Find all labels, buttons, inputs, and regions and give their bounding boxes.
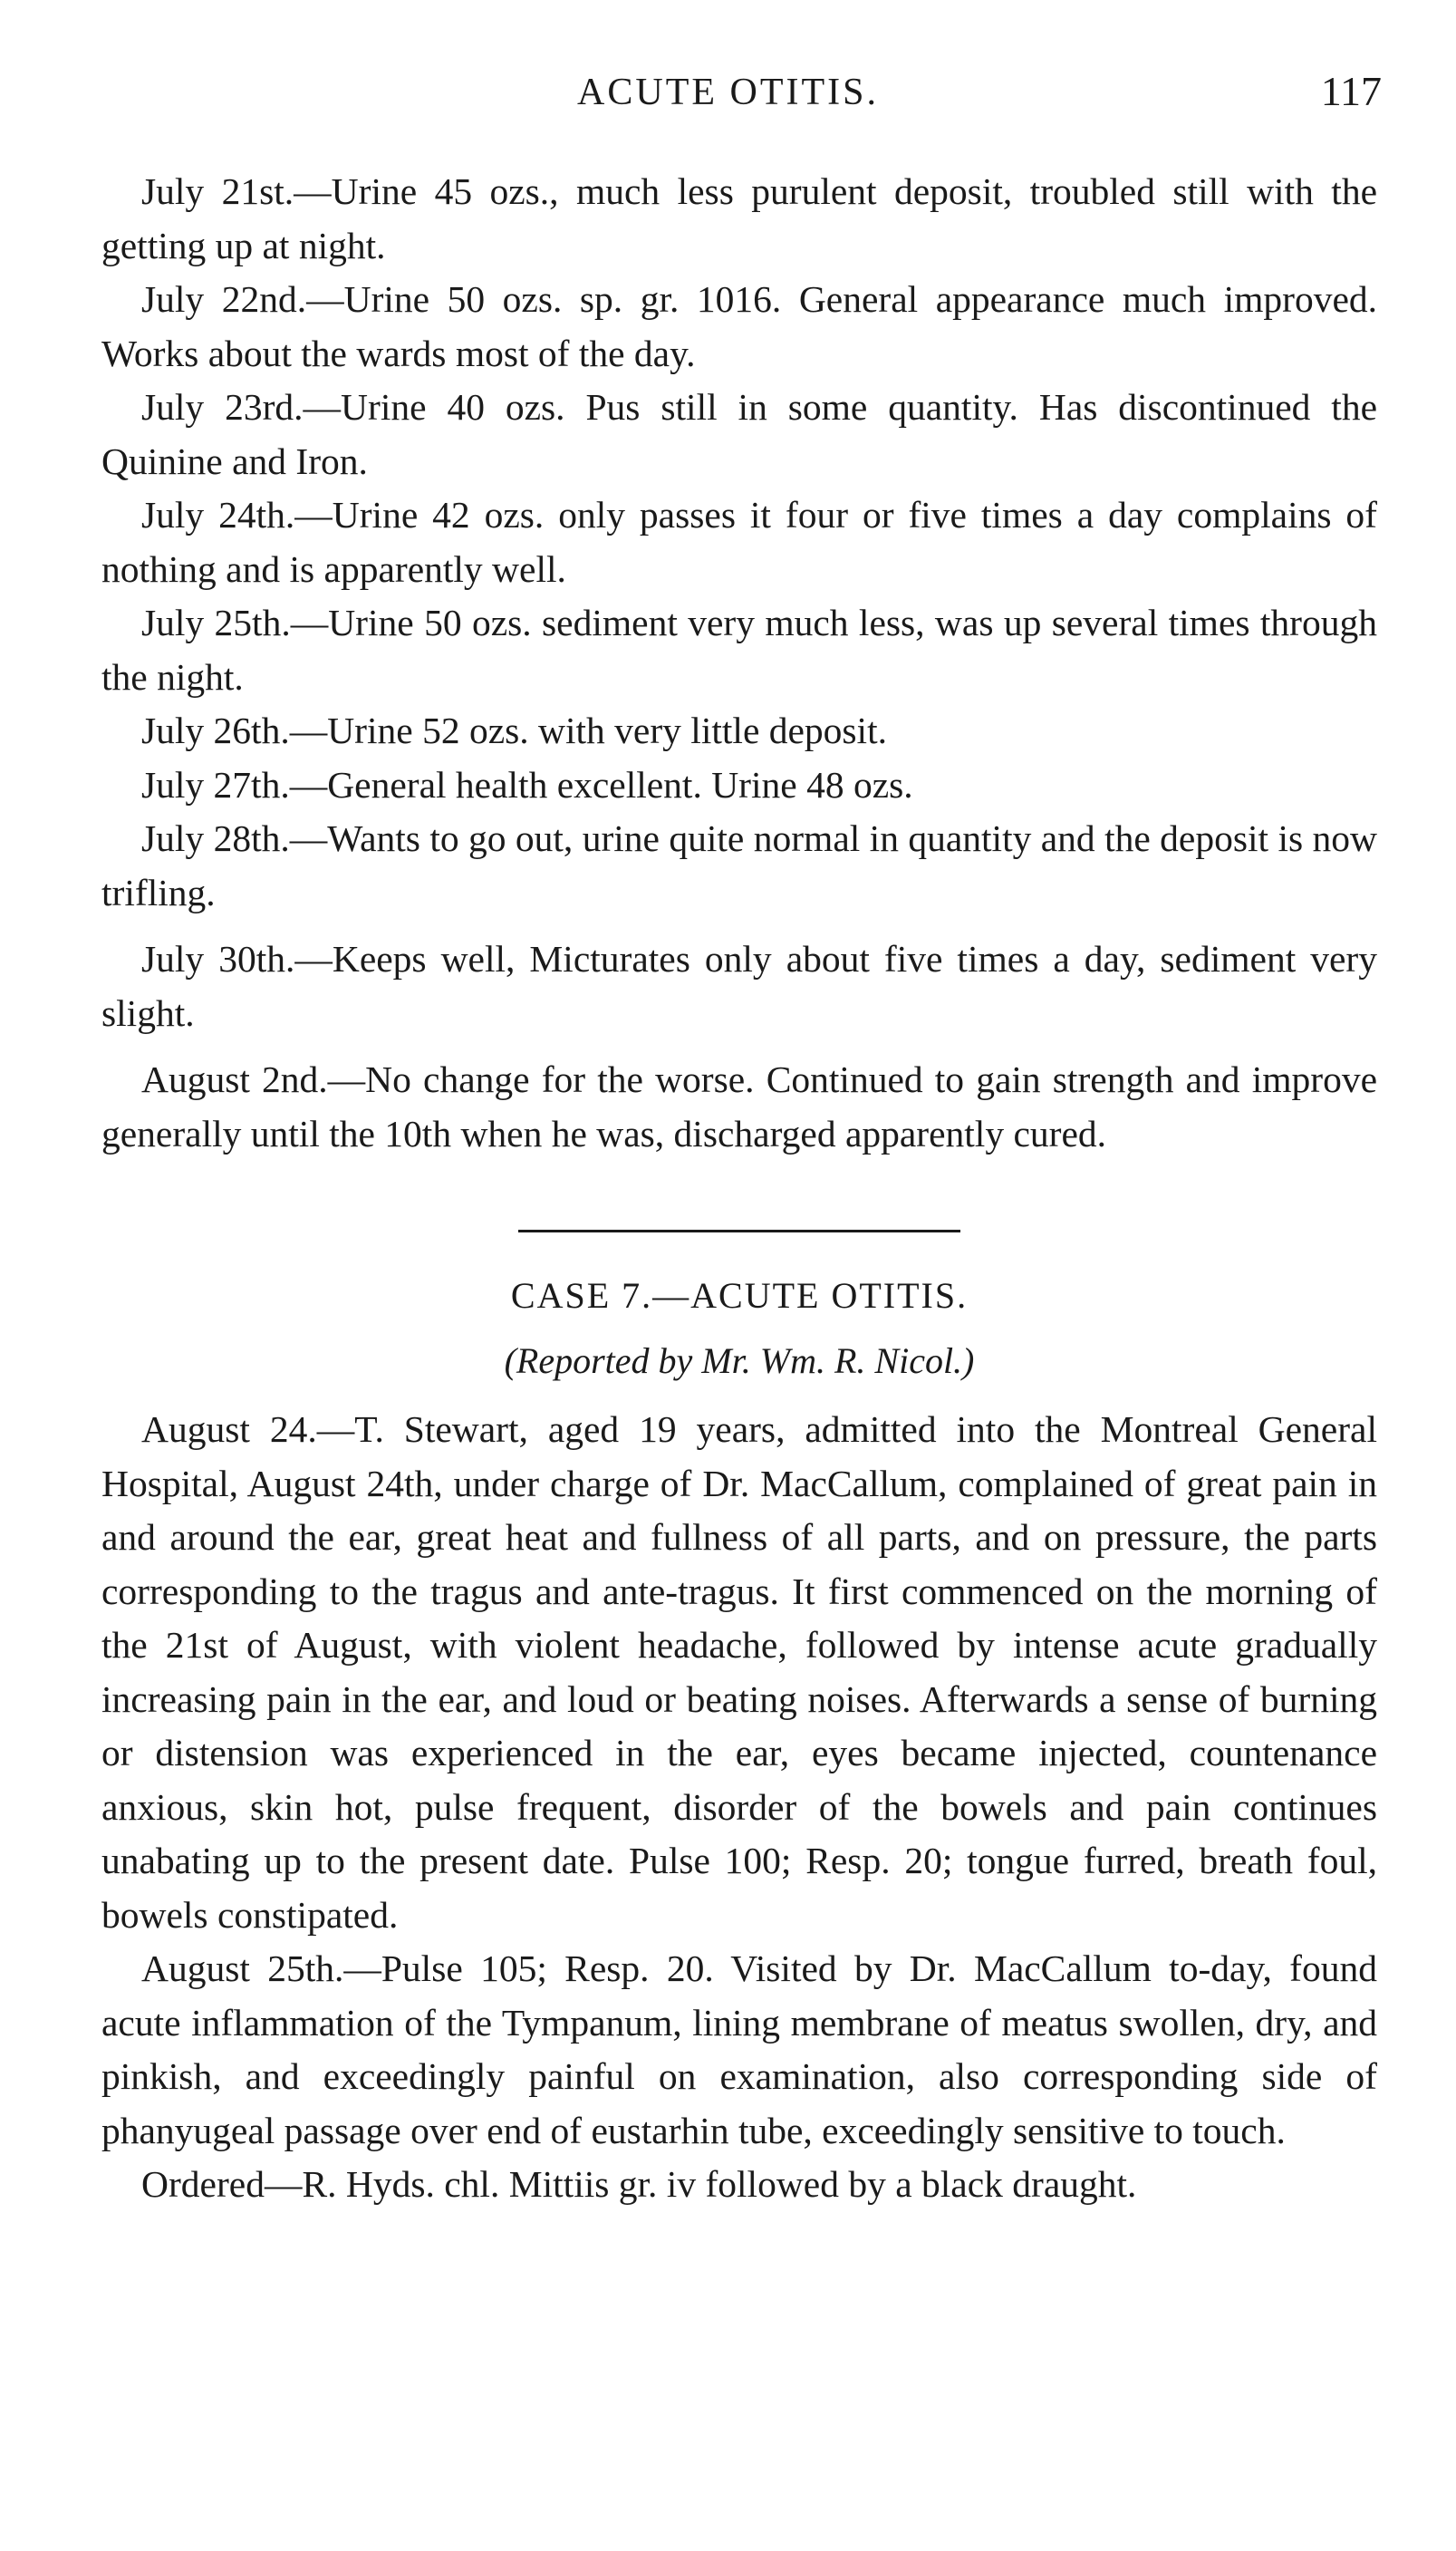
entry-august-2: August 2nd.—No change for the worse. Continued to gain strength and improve generally until the 10th when he was, discharged apparently cured.	[101, 1058, 1377, 1155]
entry-july-22: July 22nd.—Urine 50 ozs. sp. gr. 1016. General appearance much improved. Works about the wards most of the day.	[101, 278, 1377, 374]
entry-july-23: July 23rd.—Urine 40 ozs. Pus still in some quantity. Has discontinued the Quinine and Iron.	[101, 386, 1377, 482]
page-number: 117	[1320, 68, 1382, 114]
case-entry-august-25: August 25th.—Pulse 105; Resp. 20. Visited by Dr. MacCallum to-day, found acute inflammation of the Tympanum, lining membrane of meatus swollen, dry, and pinkish, and exceedingly painful on examination, also corresponding side of phanyugeal passage over end of eustarhin tube, exceedingly sensitive to touch.	[101, 1947, 1377, 2151]
page-body	[101, 165, 1377, 2212]
case-entry-august-24: August 24.—T. Stewart, aged 19 years, admitted into the Montreal General Hospital, August 24th, under charge of Dr. MacCallum, complained of great pain in and around the ear, great heat and fullness of all parts, and on pressure, the parts corresponding to the tragus and ante-tragus. It first commenced on the morning of the 21st of August, with violent headache, followed by intense acute gradually increasing pain in the ear, and loud or beating noises. Afterwards a sense of burning or distension was experienced in the ear, eyes became injected, countenance anxious, skin hot, pulse frequent, disorder of the bowels and pain continues unabating up to the present date. Pulse 100; Resp. 20; tongue furred, breath foul, bowels constipated.	[101, 1408, 1377, 1936]
section-divider	[518, 1230, 960, 1232]
entry-july-26: July 26th.—Urine 52 ozs. with very little deposit.	[141, 710, 887, 751]
entry-july-30: July 30th.—Keeps well, Micturates only about five times a day, sediment very slight.	[101, 938, 1377, 1034]
entry-july-24: July 24th.—Urine 42 ozs. only passes it four or five times a day complains of nothing and is apparently well.	[101, 494, 1377, 590]
entry-july-25: July 25th.—Urine 50 ozs. sediment very much less, was up several times through the night.	[101, 602, 1377, 698]
case-entry-ordered: Ordered—R. Hyds. chl. Mittiis gr. iv followed by a black draught.	[141, 2163, 1137, 2205]
entry-july-27: July 27th.—General health excellent. Urine 48 ozs.	[141, 763, 913, 806]
running-title: ACUTE OTITIS.	[577, 72, 879, 113]
entry-july-28: July 28th.—Wants to go out, urine quite normal in quantity and the deposit is now trifling.	[101, 817, 1377, 913]
case-title: CASE 7.—ACUTE OTITIS.	[510, 1275, 969, 1316]
entry-july-21: July 21st.—Urine 45 ozs., much less purulent deposit, troubled still with the getting up at night.	[101, 170, 1377, 266]
running-head	[0, 68, 1456, 125]
case-reporter: (Reported by Mr. Wm. R. Nicol.)	[504, 1340, 975, 1381]
